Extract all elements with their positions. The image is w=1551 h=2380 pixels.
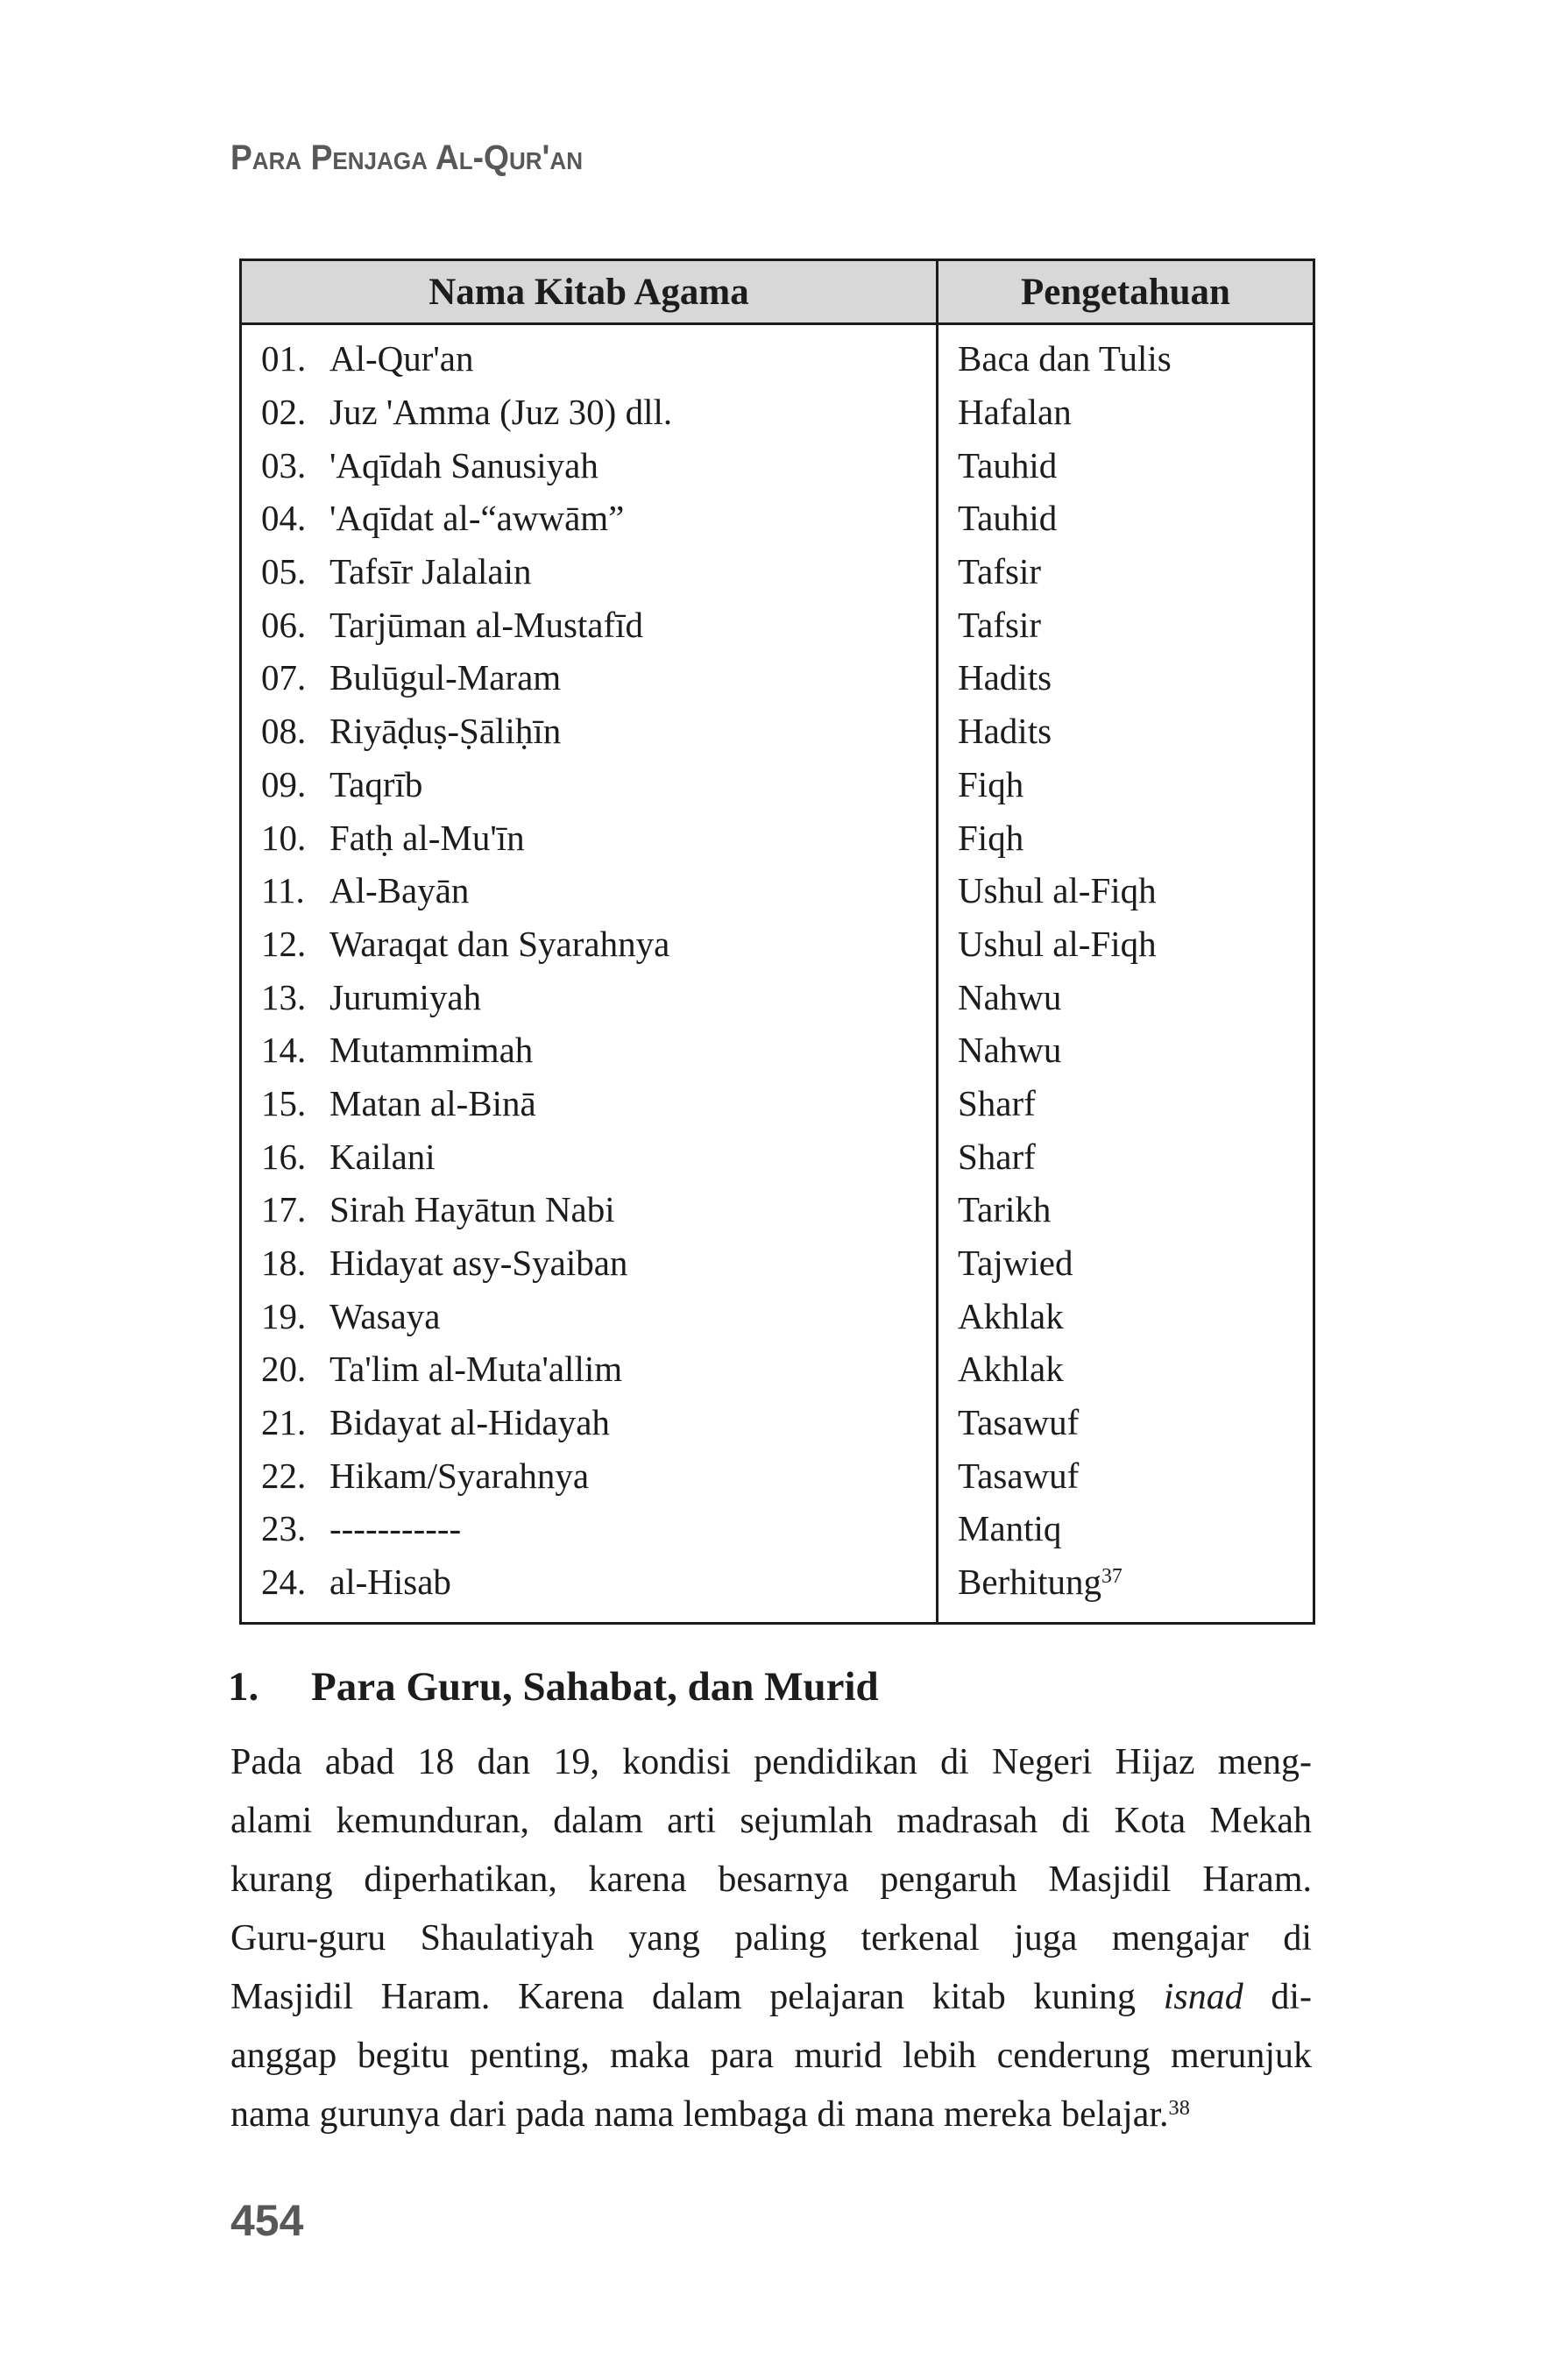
text-run: di- — [1243, 1977, 1313, 2017]
table-body — [241, 324, 1314, 1624]
pengetahuan-cell — [938, 1236, 1314, 1290]
text-run: Guru-guru Shaulatiyah yang paling terkenal juga mengajar di — [230, 1918, 1312, 1959]
kitab-cell — [241, 1396, 938, 1449]
pengetahuan-value: Nahwu — [958, 1030, 1062, 1071]
table-row — [241, 598, 1314, 651]
kitab-name: ----------- — [329, 1508, 462, 1549]
table-row — [241, 1289, 1314, 1342]
table-row — [241, 1555, 1314, 1624]
kitab-name: Bulūgul-Maram — [329, 657, 562, 698]
kitab-name: Juz 'Amma (Juz 30) dll. — [329, 392, 673, 433]
paragraph-line — [230, 1968, 1312, 2027]
row-number: 09. — [261, 763, 307, 804]
row-number: 19. — [261, 1295, 307, 1336]
kitab-cell — [241, 1130, 938, 1183]
row-number: 20. — [261, 1349, 307, 1390]
table-row — [241, 705, 1314, 758]
pengetahuan-cell — [938, 545, 1314, 599]
pengetahuan-cell — [938, 651, 1314, 705]
page-number: 454 — [230, 2196, 304, 2245]
row-number: 24. — [261, 1561, 307, 1602]
section-title: Para Guru, Sahabat, dan Murid — [311, 1664, 879, 1710]
row-number: 21. — [261, 1402, 307, 1443]
paragraph-line — [230, 1851, 1312, 1909]
paragraph-line — [230, 2027, 1312, 2086]
pengetahuan-cell — [938, 1502, 1314, 1555]
paragraph-line — [230, 1792, 1312, 1851]
pengetahuan-value: Fiqh — [958, 817, 1024, 858]
paragraph-line — [230, 1733, 1312, 1792]
kitab-name: Hikam/Syarahnya — [329, 1455, 590, 1496]
kitab-cell — [241, 1342, 938, 1396]
kitab-cell — [241, 811, 938, 864]
pengetahuan-value: Hadits — [958, 657, 1052, 698]
kitab-cell — [241, 1555, 938, 1624]
kitab-name: 'Aqīdat al-“awwām” — [329, 498, 625, 539]
table-row — [241, 1183, 1314, 1236]
table-row — [241, 864, 1314, 917]
pengetahuan-cell — [938, 1130, 1314, 1183]
kitab-name: Sirah Hayātun Nabi — [329, 1189, 615, 1230]
table-row — [241, 492, 1314, 545]
kitab-cell — [241, 1449, 938, 1502]
row-number: 17. — [261, 1189, 307, 1230]
pengetahuan-cell — [938, 758, 1314, 811]
kitab-name: Fatḥ al-Mu'īn — [329, 817, 525, 858]
pengetahuan-value: Hafalan — [958, 392, 1072, 433]
table-header-row — [241, 260, 1314, 324]
footnote-ref: 38 — [1168, 2095, 1190, 2120]
row-number: 11. — [261, 870, 305, 911]
kitab-name: Tarjūman al-Mustafīd — [329, 604, 644, 645]
pengetahuan-cell — [938, 864, 1314, 917]
pengetahuan-value: Baca dan Tulis — [958, 338, 1172, 379]
table-row — [241, 1077, 1314, 1130]
table-row — [241, 1130, 1314, 1183]
row-number: 02. — [261, 392, 307, 433]
pengetahuan-value: Tarikh — [958, 1189, 1052, 1230]
running-head: Para Penjaga Al-Qur'an — [230, 138, 584, 177]
kitab-cell — [241, 324, 938, 386]
row-number: 06. — [261, 604, 307, 645]
kitab-cell — [241, 386, 938, 439]
pengetahuan-cell — [938, 1024, 1314, 1077]
header-pengetahuan: Pengetahuan — [938, 260, 1314, 324]
italic-term: isnad — [1163, 1977, 1243, 2017]
pengetahuan-value: Fiqh — [958, 763, 1024, 804]
pengetahuan-cell — [938, 970, 1314, 1024]
pengetahuan-value: Berhitung — [958, 1561, 1101, 1602]
row-number: 22. — [261, 1455, 307, 1496]
table-row — [241, 970, 1314, 1024]
pengetahuan-cell — [938, 598, 1314, 651]
kitab-name: Bidayat al-Hidayah — [329, 1402, 610, 1443]
row-number: 05. — [261, 551, 307, 592]
kitab-name: Mutammimah — [329, 1030, 534, 1071]
table-row — [241, 545, 1314, 599]
table-row — [241, 1449, 1314, 1502]
kitab-name: Kailani — [329, 1136, 436, 1177]
table-row — [241, 438, 1314, 492]
kitab-name: Matan al-Binā — [329, 1082, 536, 1123]
pengetahuan-cell — [938, 917, 1314, 971]
pengetahuan-cell — [938, 324, 1314, 386]
pengetahuan-value: Tajwied — [958, 1243, 1073, 1284]
kitab-cell — [241, 864, 938, 917]
pengetahuan-value: Tasawuf — [958, 1455, 1080, 1496]
kitab-cell — [241, 758, 938, 811]
kitab-name: Al-Qur'an — [329, 338, 474, 379]
kitab-cell — [241, 1183, 938, 1236]
kitab-cell — [241, 598, 938, 651]
row-number: 18. — [261, 1243, 307, 1284]
row-number: 12. — [261, 923, 307, 964]
kitab-name: al-Hisab — [329, 1561, 451, 1602]
pengetahuan-cell — [938, 1342, 1314, 1396]
row-number: 23. — [261, 1508, 307, 1549]
pengetahuan-cell — [938, 1183, 1314, 1236]
pengetahuan-value: Hadits — [958, 711, 1052, 752]
pengetahuan-cell — [938, 1555, 1314, 1624]
table-row — [241, 1024, 1314, 1077]
table-row — [241, 1342, 1314, 1396]
pengetahuan-value: Sharf — [958, 1136, 1036, 1177]
kitab-cell — [241, 1236, 938, 1290]
text-run: alami kemunduran, dalam arti sejumlah madrasah di Kota Mekah — [230, 1801, 1312, 1841]
pengetahuan-value: Tasawuf — [958, 1402, 1080, 1443]
kitab-name: Al-Bayān — [329, 870, 470, 911]
pengetahuan-value: Nahwu — [958, 976, 1062, 1017]
kitab-cell — [241, 1289, 938, 1342]
pengetahuan-value: Tafsir — [958, 604, 1042, 645]
pengetahuan-value: Tauhid — [958, 498, 1058, 539]
row-number: 04. — [261, 498, 307, 539]
kitab-name: Hidayat asy-Syaiban — [329, 1243, 628, 1284]
text-run: Masjidil Haram. Karena dalam pelajaran kitab kuning — [230, 1977, 1164, 2017]
kitab-name: Waraqat dan Syarahnya — [329, 923, 670, 964]
table-row — [241, 758, 1314, 811]
text-run: kurang diperhatikan, karena besarnya pengaruh Masjidil Haram. — [230, 1859, 1312, 1900]
row-number: 10. — [261, 817, 307, 858]
pengetahuan-cell — [938, 705, 1314, 758]
kitab-name: Taqrīb — [329, 763, 423, 804]
section-number: 1. — [228, 1664, 259, 1710]
pengetahuan-value: Sharf — [958, 1082, 1036, 1123]
kitab-cell — [241, 545, 938, 599]
table-row — [241, 324, 1314, 386]
kitab-table — [239, 259, 1315, 1625]
kitab-cell — [241, 438, 938, 492]
pengetahuan-value: Tauhid — [958, 444, 1058, 485]
table-row — [241, 917, 1314, 971]
kitab-cell — [241, 705, 938, 758]
pengetahuan-value: Tafsir — [958, 551, 1042, 592]
table-row — [241, 811, 1314, 864]
kitab-cell — [241, 917, 938, 971]
kitab-cell — [241, 1502, 938, 1555]
pengetahuan-cell — [938, 386, 1314, 439]
row-number: 07. — [261, 657, 307, 698]
kitab-name: Tafsīr Jalalain — [329, 551, 532, 592]
pengetahuan-cell — [938, 1077, 1314, 1130]
kitab-name: Wasaya — [329, 1295, 441, 1336]
table-row — [241, 1396, 1314, 1449]
pengetahuan-cell — [938, 811, 1314, 864]
paragraph-line — [230, 1909, 1312, 1968]
pengetahuan-value: Akhlak — [958, 1349, 1064, 1390]
pengetahuan-cell — [938, 1396, 1314, 1449]
text-run: Pada abad 18 dan 19, kondisi pendidikan di Negeri Hijaz meng- — [230, 1742, 1312, 1782]
kitab-cell — [241, 1077, 938, 1130]
row-number: 15. — [261, 1082, 307, 1123]
pengetahuan-cell — [938, 1449, 1314, 1502]
pengetahuan-value: Akhlak — [958, 1295, 1064, 1336]
kitab-name: Riyāḍuṣ-Ṣāliḥīn — [329, 711, 562, 752]
pengetahuan-cell — [938, 492, 1314, 545]
table-row — [241, 1502, 1314, 1555]
table-row — [241, 1236, 1314, 1290]
row-number: 08. — [261, 711, 307, 752]
kitab-name: Ta'lim al-Muta'allim — [329, 1349, 623, 1390]
text-run: nama gurunya dari pada nama lembaga di mana mereka belajar. — [230, 2094, 1169, 2135]
paragraph-line — [230, 2086, 1312, 2144]
pengetahuan-cell — [938, 1289, 1314, 1342]
table-row — [241, 386, 1314, 439]
kitab-name: Jurumiyah — [329, 976, 482, 1017]
pengetahuan-cell — [938, 438, 1314, 492]
footnote-ref: 37 — [1101, 1564, 1123, 1588]
row-number: 03. — [261, 444, 307, 485]
pengetahuan-value: Ushul al-Fiqh — [958, 870, 1157, 911]
table-row — [241, 651, 1314, 705]
kitab-cell — [241, 970, 938, 1024]
body-paragraph — [230, 1733, 1312, 2144]
header-nama-kitab-agama: Nama Kitab Agama — [241, 260, 938, 324]
kitab-name: 'Aqīdah Sanusiyah — [329, 444, 598, 485]
row-number: 16. — [261, 1136, 307, 1177]
pengetahuan-value: Ushul al-Fiqh — [958, 923, 1157, 964]
kitab-cell — [241, 1024, 938, 1077]
text-run: anggap begitu penting, maka para murid lebih cenderung merunjuk — [230, 2036, 1312, 2076]
row-number: 13. — [261, 976, 307, 1017]
kitab-cell — [241, 492, 938, 545]
pengetahuan-value: Mantiq — [958, 1508, 1062, 1549]
row-number: 01. — [261, 338, 307, 379]
row-number: 14. — [261, 1030, 307, 1071]
section-heading — [228, 1663, 1314, 1711]
kitab-cell — [241, 651, 938, 705]
